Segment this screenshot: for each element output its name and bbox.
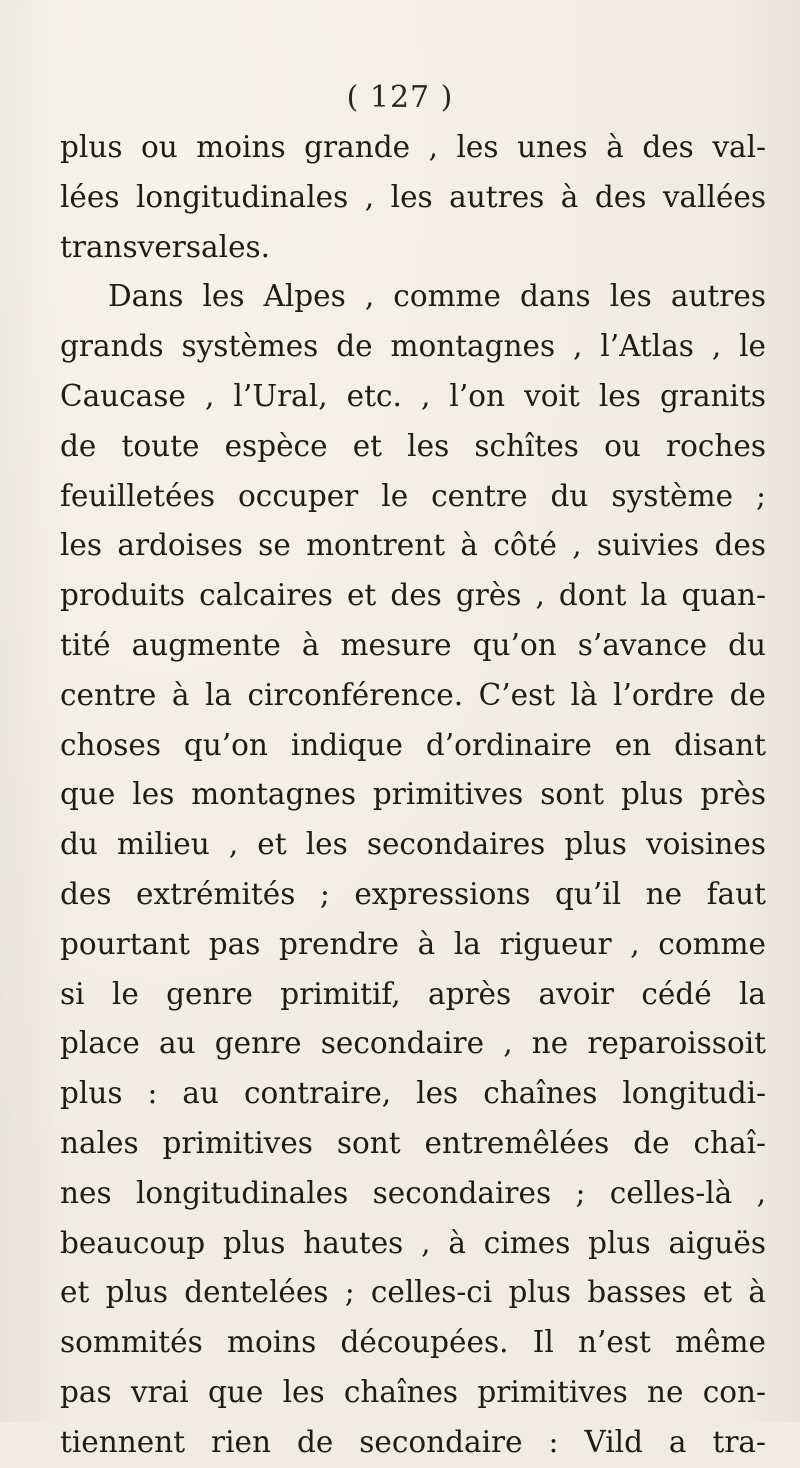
text-line: du milieu , et les secondaires plus voisines [60,827,766,862]
body-text [60,123,766,1468]
text-line: plus : au contraire, les chaînes longitudi- [60,1076,766,1111]
text-line: centre à la circonférence. C’est là l’ordre de [60,677,766,712]
text-line: sommités moins découpées. Il n’est même [60,1325,766,1360]
text-line: et plus dentelées ; celles-ci plus basses et à [60,1275,766,1310]
text-line: nes longitudinales secondaires ; celles-là , [60,1175,766,1210]
text-line: plus ou moins grande , les unes à des val- [60,130,766,164]
text-line: lées longitudinales , les autres à des vallées [60,179,766,214]
text-line: des extrémités ; expressions qu’il ne faut [60,876,766,911]
text-line: tiennent rien de secondaire : Vild a tra- [60,1424,766,1459]
text-line: feuilletées occuper le centre du système ; [60,478,766,513]
text-line: Dans les Alpes , comme dans les autres [108,279,766,314]
text-line: les ardoises se montrent à côté , suivies des [60,528,766,563]
text-line: beaucoup plus hautes , à cimes plus aiguës [60,1225,766,1260]
text-line: si le genre primitif, après avoir cédé la [60,976,766,1011]
text-line: choses qu’on indique d’ordinaire en disant [60,727,766,762]
text-line: pas vrai que les chaînes primitives ne con- [60,1374,766,1409]
text-line: place au genre secondaire , ne reparoissoit [60,1026,766,1061]
text-line: produits calcaires et des grès , dont la quan- [60,578,766,613]
text-line: pourtant pas prendre à la rigueur , comme [60,926,766,961]
text-line: grands systèmes de montagnes , l’Atlas , le [60,329,766,364]
text-line: Caucase , l’Ural, etc. , l’on voit les granits [60,378,766,413]
text-line: nales primitives sont entremêlées de chaî- [60,1125,766,1160]
page-number: ( 127 ) [346,80,454,115]
text-line: tité augmente à mesure qu’on s’avance du [60,627,766,662]
text-line: transversales. [60,229,271,264]
text-line: de toute espèce et les schîtes ou roches [60,428,766,463]
text-line: que les montagnes primitives sont plus près [60,777,766,812]
